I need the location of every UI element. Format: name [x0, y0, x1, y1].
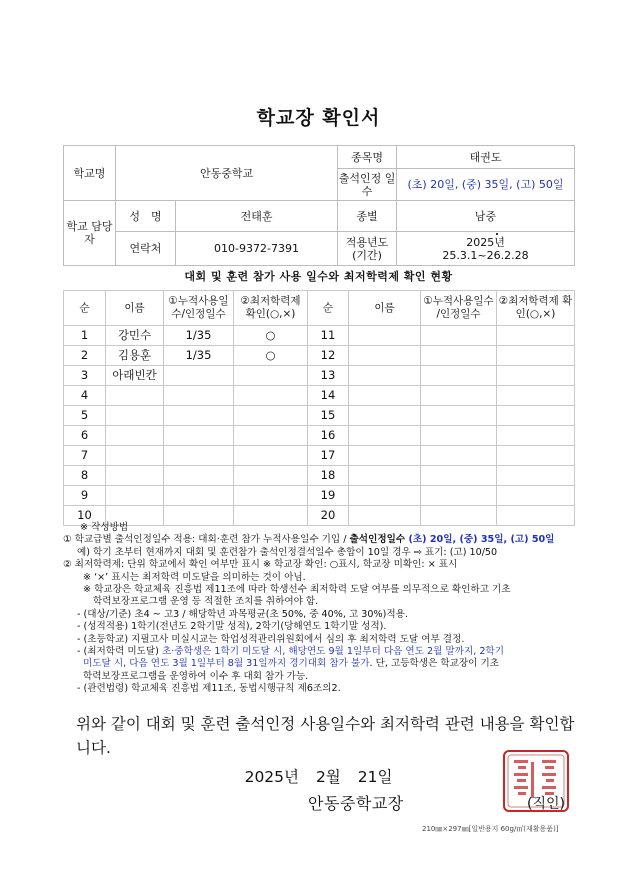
note-line: 학력보장프로그램을 운영하여 이수 후 대회 참가 가능. — [83, 670, 309, 682]
row-days-right — [421, 346, 497, 366]
row-days-right — [421, 486, 497, 506]
note-line: - (성적적용) 1학기(전년도 2학기말 성적), 2학기(당해연도 1학기말 성적). — [77, 621, 387, 633]
contact-label: 연락처 — [116, 232, 176, 266]
paper-spec-footer: 210㎜×297㎜[일반용지 60g/㎡(재활용품)] — [422, 825, 559, 833]
note-attendance-days: (초) 20일, (중) 35일, (고) 50일 — [408, 534, 555, 546]
row-days: 1/35 — [164, 346, 234, 366]
date-year: 2025년 — [244, 768, 299, 786]
row-days-right — [421, 406, 497, 426]
note-blue-text: 초·중학생은 1학기 미도달 시, 해당연도 9월 1일부터 다음 연도 2월 말까지, 2학기 — [161, 646, 504, 658]
row-name-right — [349, 406, 421, 426]
table-row — [64, 426, 575, 446]
row-check-right — [497, 346, 575, 366]
header-days-right: ①누적사용일수 /인정일수 — [421, 291, 497, 326]
row-days — [164, 446, 234, 466]
row-days-right — [421, 426, 497, 446]
row-check-right — [497, 386, 575, 406]
note-text: - (최저학력 미도달) — [77, 646, 162, 658]
contact-value: 010-9372-7391 — [176, 232, 338, 266]
row-name-right — [349, 366, 421, 386]
notes-heading: ※ 작성방법 — [80, 522, 129, 533]
row-num: 3 — [64, 366, 106, 386]
table-row — [64, 466, 575, 486]
manager-name-value: 전태훈 — [176, 201, 338, 232]
note-text: ① 학교급별 출석인정일수 적용: 대회·훈련 참가 누적사용일수 기입 / — [63, 534, 350, 546]
row-num: 8 — [64, 466, 106, 486]
row-name — [106, 466, 164, 486]
school-info-table — [63, 145, 575, 266]
row-num: 9 — [64, 486, 106, 506]
row-name-right — [349, 326, 421, 346]
row-days-right — [421, 386, 497, 406]
school-name-value: 안동중학교 — [116, 146, 338, 201]
table-row — [64, 386, 575, 406]
header-check: ②최저학력제 확인(○,×) — [234, 291, 308, 326]
note-line: - (관련법령) 학교체육 진흥법 제11조, 동법시행규칙 제6조의2. — [77, 683, 341, 695]
attendance-label: 출석인정 일수 — [338, 169, 397, 201]
row-check: ○ — [234, 346, 308, 366]
period-year: 2025년 — [466, 235, 505, 249]
row-name: 강민수 — [106, 326, 164, 346]
header-name-right: 이름 — [349, 291, 421, 326]
note-line: ※ ‘×’ 표시는 최저학력 미도달을 의미하는 것이 아님. — [83, 571, 306, 583]
row-num-right: 16 — [308, 426, 349, 446]
row-days-right — [421, 446, 497, 466]
table-row — [64, 366, 575, 386]
row-check-right — [497, 326, 575, 346]
row-name-right — [349, 386, 421, 406]
table-row — [64, 446, 575, 466]
row-days — [164, 366, 234, 386]
row-name-right — [349, 466, 421, 486]
period-label: 적용년도 (기간) — [338, 232, 397, 266]
row-check-right — [497, 426, 575, 446]
row-num-right: 11 — [308, 326, 349, 346]
note-line: ② 최저학력제: 단위 학교에서 확인 여부만 표시 ※ 학교장 확인: ○표시, 학교장 미확인: × 표시 — [63, 559, 458, 571]
table-row — [64, 326, 575, 346]
row-check — [234, 426, 308, 446]
manager-name-label: 성 명 — [116, 201, 176, 232]
row-num: 10 — [64, 506, 106, 526]
row-num-right: 13 — [308, 366, 349, 386]
row-num-right: 14 — [308, 386, 349, 406]
row-num-right: 17 — [308, 446, 349, 466]
row-num-right: 19 — [308, 486, 349, 506]
note-line: - (대상/기준) 초4 ~ 고3 / 해당학년 과목평균(초 50%, 중 40%, 고 30%)적용. — [77, 608, 408, 620]
school-name-label: 학교명 — [64, 146, 116, 201]
sport-value: 태권도 — [397, 146, 575, 169]
table-row — [64, 346, 575, 366]
row-num: 4 — [64, 386, 106, 406]
row-check-right — [497, 446, 575, 466]
row-check — [234, 406, 308, 426]
row-check — [234, 486, 308, 506]
row-days-right — [421, 326, 497, 346]
note-bold: 출석인정일수 — [349, 534, 409, 546]
row-name — [106, 486, 164, 506]
header-name: 이름 — [106, 291, 164, 326]
kind-value: 남중 — [397, 201, 575, 232]
row-days — [164, 426, 234, 446]
row-days-right — [421, 466, 497, 486]
row-name — [106, 386, 164, 406]
row-num-right: 15 — [308, 406, 349, 426]
row-num: 6 — [64, 426, 106, 446]
note-line: ※ 학교장은 학교체육 진흥법 제11조에 따라 학생선수 최저학력 도달 여부를 의무적으로 확인하고 기초 — [83, 584, 511, 596]
manager-label: 학교 담당자 — [64, 201, 116, 266]
note-line: 예) 학기 초부터 현재까지 대회 및 훈련참가 출석인정결석일수 총합이 10일 경우 ⇨ 표기: (고) 10/50 — [77, 546, 498, 558]
row-check — [234, 366, 308, 386]
row-num-right: 18 — [308, 466, 349, 486]
row-num: 5 — [64, 406, 106, 426]
note-line: 학력보장프로그램 운영 등 적절한 조치를 취하여야 함. — [93, 596, 319, 608]
period-value — [397, 232, 575, 266]
row-num: 1 — [64, 326, 106, 346]
row-days — [164, 406, 234, 426]
row-check-right — [497, 486, 575, 506]
row-check — [234, 446, 308, 466]
seal-label: (직인) — [527, 796, 565, 812]
sport-label: 종목명 — [338, 146, 397, 169]
row-days — [164, 466, 234, 486]
principal-signature: 안동중학교장 — [308, 794, 404, 813]
instructions — [63, 522, 578, 696]
note-blue-text: 미도달 시, 다음 연도 3월 1일부터 8월 31일까지 경기대회 참가 불가 — [83, 658, 370, 670]
row-name-right — [349, 446, 421, 466]
row-num: 2 — [64, 346, 106, 366]
note-line — [63, 646, 578, 658]
row-num: 7 — [64, 446, 106, 466]
document-title: 학교장 확인서 — [256, 107, 381, 129]
participation-table — [63, 290, 575, 526]
period-range: 25.3.1~26.2.28 — [442, 248, 529, 262]
confirmation-text: 위와 같이 대회 및 훈련 출석인정 사용일수와 최저학력 관련 내용을 확인합니다. — [76, 715, 575, 757]
header-check-right: ②최저학력제 확인(○,×) — [497, 291, 575, 326]
section-title: 대회 및 훈련 참가 사용 일수와 최저학력제 확인 현황 — [184, 270, 453, 283]
row-name-right — [349, 426, 421, 446]
header-num-right: 순 — [308, 291, 349, 326]
date-day: 21일 — [357, 768, 393, 786]
row-name: 김용훈 — [106, 346, 164, 366]
row-days — [164, 386, 234, 406]
stray-mark — [496, 233, 498, 235]
note-text: . 단, 고등학생은 학교장이 기초 — [369, 658, 500, 670]
row-check-right — [497, 466, 575, 486]
row-num-right: 12 — [308, 346, 349, 366]
note-line: - (초등학교) 지필고사 미실시교는 학업성적관리위원회에서 심의 후 최저학력 도달 여부 결정. — [77, 633, 465, 645]
row-days: 1/35 — [164, 326, 234, 346]
row-name-right — [349, 486, 421, 506]
table-row — [64, 406, 575, 426]
row-check-right — [497, 406, 575, 426]
row-check: ○ — [234, 326, 308, 346]
row-days — [164, 486, 234, 506]
note-line — [63, 658, 578, 670]
date-month: 2월 — [315, 768, 341, 786]
note-line — [63, 534, 578, 546]
row-name — [106, 406, 164, 426]
row-check-right — [497, 366, 575, 386]
row-name — [106, 426, 164, 446]
kind-label: 종별 — [338, 201, 397, 232]
row-days-right — [421, 366, 497, 386]
row-name: 아래빈칸 — [106, 366, 164, 386]
header-num: 순 — [64, 291, 106, 326]
table-row — [64, 486, 575, 506]
header-days: ①누적사용일 수/인정일수 — [164, 291, 234, 326]
row-check — [234, 466, 308, 486]
attendance-value: (초) 20일, (중) 35일, (고) 50일 — [397, 169, 575, 201]
row-name-right — [349, 346, 421, 366]
row-num-right: 20 — [308, 506, 349, 526]
row-name — [106, 446, 164, 466]
row-check — [234, 386, 308, 406]
